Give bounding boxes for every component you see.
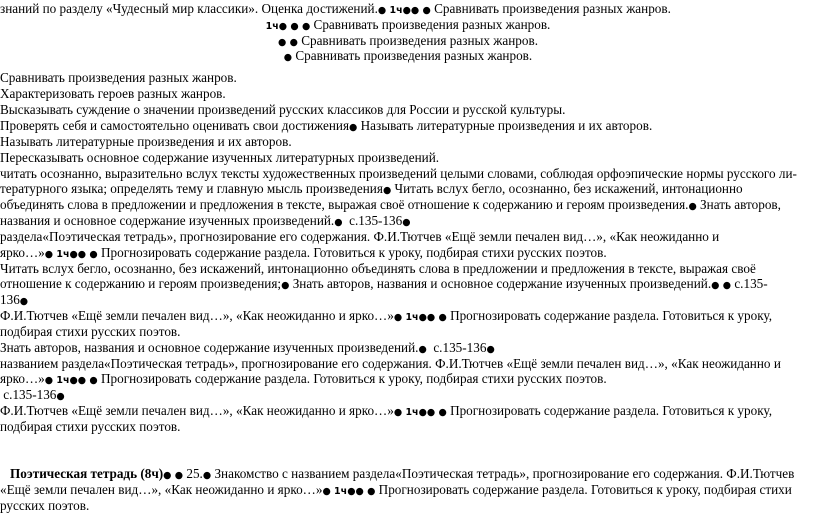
line-26 bbox=[0, 403, 772, 421]
line-15: раздела«Поэтическая тетрадь», прогнозирование его содержания. Ф.И.Тютчев «Ещё земли печален вид…», «Как неожиданно и bbox=[0, 229, 720, 244]
line-13 bbox=[0, 197, 781, 215]
bullet-icon: ● bbox=[89, 249, 98, 260]
bullet-icon: ●● bbox=[402, 5, 420, 16]
text: Знать авторов, bbox=[700, 197, 781, 212]
bullet-icon: ● bbox=[393, 407, 403, 418]
hours-mark: 1ч bbox=[334, 486, 348, 497]
line-9: Называть литературные произведения и их авторов. bbox=[0, 134, 292, 149]
line-7: Высказывать суждение о значении произведений русских классиков для России и русской культуры. bbox=[0, 102, 566, 117]
text: Сравнивать произведения разных жанров. bbox=[313, 17, 551, 32]
lesson-number: 25. bbox=[186, 466, 203, 481]
line-11: читать осознанно, выразительно вслух тексты художественных произведений целыми словами, соблюдая орфоэпические нормы русского ли- bbox=[0, 166, 797, 181]
bullet-icon: ● bbox=[278, 37, 287, 48]
bullet-icon: ● bbox=[19, 296, 29, 307]
text: Проверять себя и самостоятельно оценивать свои достижения bbox=[0, 118, 350, 133]
bullet-icon: ● bbox=[44, 375, 54, 386]
line-30: русских поэтов. bbox=[0, 498, 90, 513]
line-12 bbox=[0, 181, 743, 199]
bullet-icon: ● bbox=[402, 217, 411, 228]
bullet-icon: ● bbox=[711, 280, 720, 291]
bullet-icon: ● bbox=[89, 375, 98, 386]
line-25 bbox=[0, 387, 65, 405]
text: Прогнозировать содержание раздела. Готовиться к уроку, подбирая стихи русских поэтов. bbox=[101, 245, 607, 260]
text: тературного языка; определять тему и главную мысль произведения bbox=[0, 181, 383, 196]
bullet-icon: ● bbox=[438, 312, 447, 323]
bullet-icon: ● bbox=[377, 5, 387, 16]
text: «Ещё земли печален вид…», «Как неожиданно и ярко…» bbox=[0, 482, 323, 497]
line-27: подбирая стихи русских поэтов. bbox=[0, 419, 181, 434]
line-21: подбирая стихи русских поэтов. bbox=[0, 324, 181, 339]
line-16 bbox=[0, 245, 607, 263]
bullet-icon: ● bbox=[688, 201, 697, 212]
text: Знакомство с названием раздела«Поэтическая тетрадь», прогнозирование его содержания. Ф.И.Тютчев bbox=[214, 466, 795, 481]
page-ref: с.135-136 bbox=[349, 213, 403, 228]
text: Прогнозировать содержание раздела. Готовиться к уроку, bbox=[450, 403, 773, 418]
text: Прогнозировать содержание раздела. Готовиться к уроку, подбирая стихи русских поэтов. bbox=[101, 371, 607, 386]
page-ref: 136 bbox=[0, 292, 20, 307]
line-18 bbox=[0, 276, 768, 294]
bullet-icon: ● bbox=[322, 486, 331, 497]
bullet-icon: ● bbox=[486, 344, 495, 355]
text: Знать авторов, названия и основное содержание изученных произведений. bbox=[0, 340, 419, 355]
bullet-icon: ● bbox=[422, 5, 431, 16]
line-22 bbox=[0, 340, 495, 358]
text: ярко…» bbox=[0, 371, 45, 386]
bullet-icon: ●● bbox=[418, 407, 436, 418]
bullet-icon: ● bbox=[438, 407, 447, 418]
line-17: Читать вслух бегло, осознанно, без искажений, интонационно объединять слова в предложении и предложения в тексте, выражая своё bbox=[0, 261, 756, 276]
page-ref: с.135-136 bbox=[433, 340, 487, 355]
line-6: Характеризовать героев разных жанров. bbox=[0, 86, 226, 101]
line-29 bbox=[0, 482, 792, 500]
text: отношение к содержанию и героям произведения; bbox=[0, 276, 282, 291]
section-title: Поэтическая тетрадь (8ч) bbox=[10, 466, 164, 481]
bullet-icon: ● bbox=[418, 344, 427, 355]
text: знаний по разделу «Чудесный мир классики». Оценка достижений. bbox=[0, 1, 378, 16]
text: Прогнозировать содержание раздела. Готовиться к уроку, bbox=[450, 308, 773, 323]
bullet-icon: ●● bbox=[347, 486, 364, 497]
bullet-icon: ●● bbox=[69, 249, 87, 260]
bullet-icon: ● bbox=[301, 21, 311, 32]
text: объединять слова в предложении и предложения в тексте, выражая своё отношение к содержанию и героям произведения. bbox=[0, 197, 689, 212]
line-19 bbox=[0, 292, 28, 310]
line-1 bbox=[0, 1, 671, 19]
line-23: названием раздела«Поэтическая тетрадь», прогнозирование его содержания. Ф.И.Тютчев «Ещё земли печален вид…», «Как неожиданно и bbox=[0, 356, 781, 371]
line-2 bbox=[0, 17, 816, 35]
bullet-icon: ● bbox=[382, 185, 392, 196]
line-10: Пересказывать основное содержание изученных литературных произведений. bbox=[0, 150, 440, 165]
line-8 bbox=[0, 118, 652, 136]
hours-mark: 1ч bbox=[405, 312, 419, 323]
hours-mark: 1ч bbox=[265, 21, 279, 32]
text: Ф.И.Тютчев «Ещё земли печален вид…», «Как неожиданно и ярко…» bbox=[0, 308, 394, 323]
bullet-icon: ● bbox=[334, 217, 343, 228]
bullet-icon: ● bbox=[393, 312, 403, 323]
line-5: Сравнивать произведения разных жанров. bbox=[0, 70, 237, 85]
bullet-icon: ● bbox=[289, 37, 298, 48]
text: Ф.И.Тютчев «Ещё земли печален вид…», «Как неожиданно и ярко…» bbox=[0, 403, 394, 418]
bullet-icon: ●● bbox=[418, 312, 436, 323]
text: названия и основное содержание изученных произведений. bbox=[0, 213, 335, 228]
hours-mark: 1ч bbox=[389, 5, 403, 16]
hours-mark: 1ч bbox=[56, 375, 70, 386]
text: Знать авторов, названия и основное содержание изученных произведений. bbox=[292, 276, 712, 291]
line-20 bbox=[0, 308, 772, 326]
text: Сравнивать произведения разных жанров. bbox=[434, 1, 671, 16]
hours-mark: 1ч bbox=[56, 249, 70, 260]
bullet-icon: ● bbox=[202, 470, 212, 481]
bullet-icon: ● bbox=[349, 122, 358, 133]
text: ярко…» bbox=[0, 245, 45, 260]
line-4 bbox=[0, 48, 816, 66]
page-ref: с.135- bbox=[734, 276, 768, 291]
bullet-icon: ● bbox=[290, 21, 299, 32]
hours-mark: 1ч bbox=[405, 407, 419, 418]
page-ref: с.135-136 bbox=[3, 387, 57, 402]
line-28 bbox=[10, 466, 794, 484]
text: Читать вслух бегло, осознанно, без искажений, интонационно bbox=[394, 181, 743, 196]
bullet-icon: ● bbox=[367, 486, 376, 497]
bullet-icon: ● bbox=[278, 21, 288, 32]
text: Сравнивать произведения разных жанров. bbox=[295, 48, 533, 63]
bullet-icon: ● bbox=[56, 391, 65, 402]
bullet-icon: ● bbox=[281, 280, 290, 291]
bullet-icon: ● bbox=[283, 52, 293, 63]
text: Прогнозировать содержание раздела. Готовиться к уроку, подбирая стихи bbox=[378, 482, 792, 497]
text: Называть литературные произведения и их авторов. bbox=[360, 118, 653, 133]
line-24 bbox=[0, 371, 607, 389]
text: Сравнивать произведения разных жанров. bbox=[301, 33, 538, 48]
bullet-icon: ● bbox=[163, 470, 172, 481]
bullet-icon: ● bbox=[722, 280, 732, 291]
line-14 bbox=[0, 213, 411, 231]
bullet-icon: ●● bbox=[69, 375, 87, 386]
bullet-icon: ● bbox=[44, 249, 54, 260]
bullet-icon: ● bbox=[174, 470, 184, 481]
